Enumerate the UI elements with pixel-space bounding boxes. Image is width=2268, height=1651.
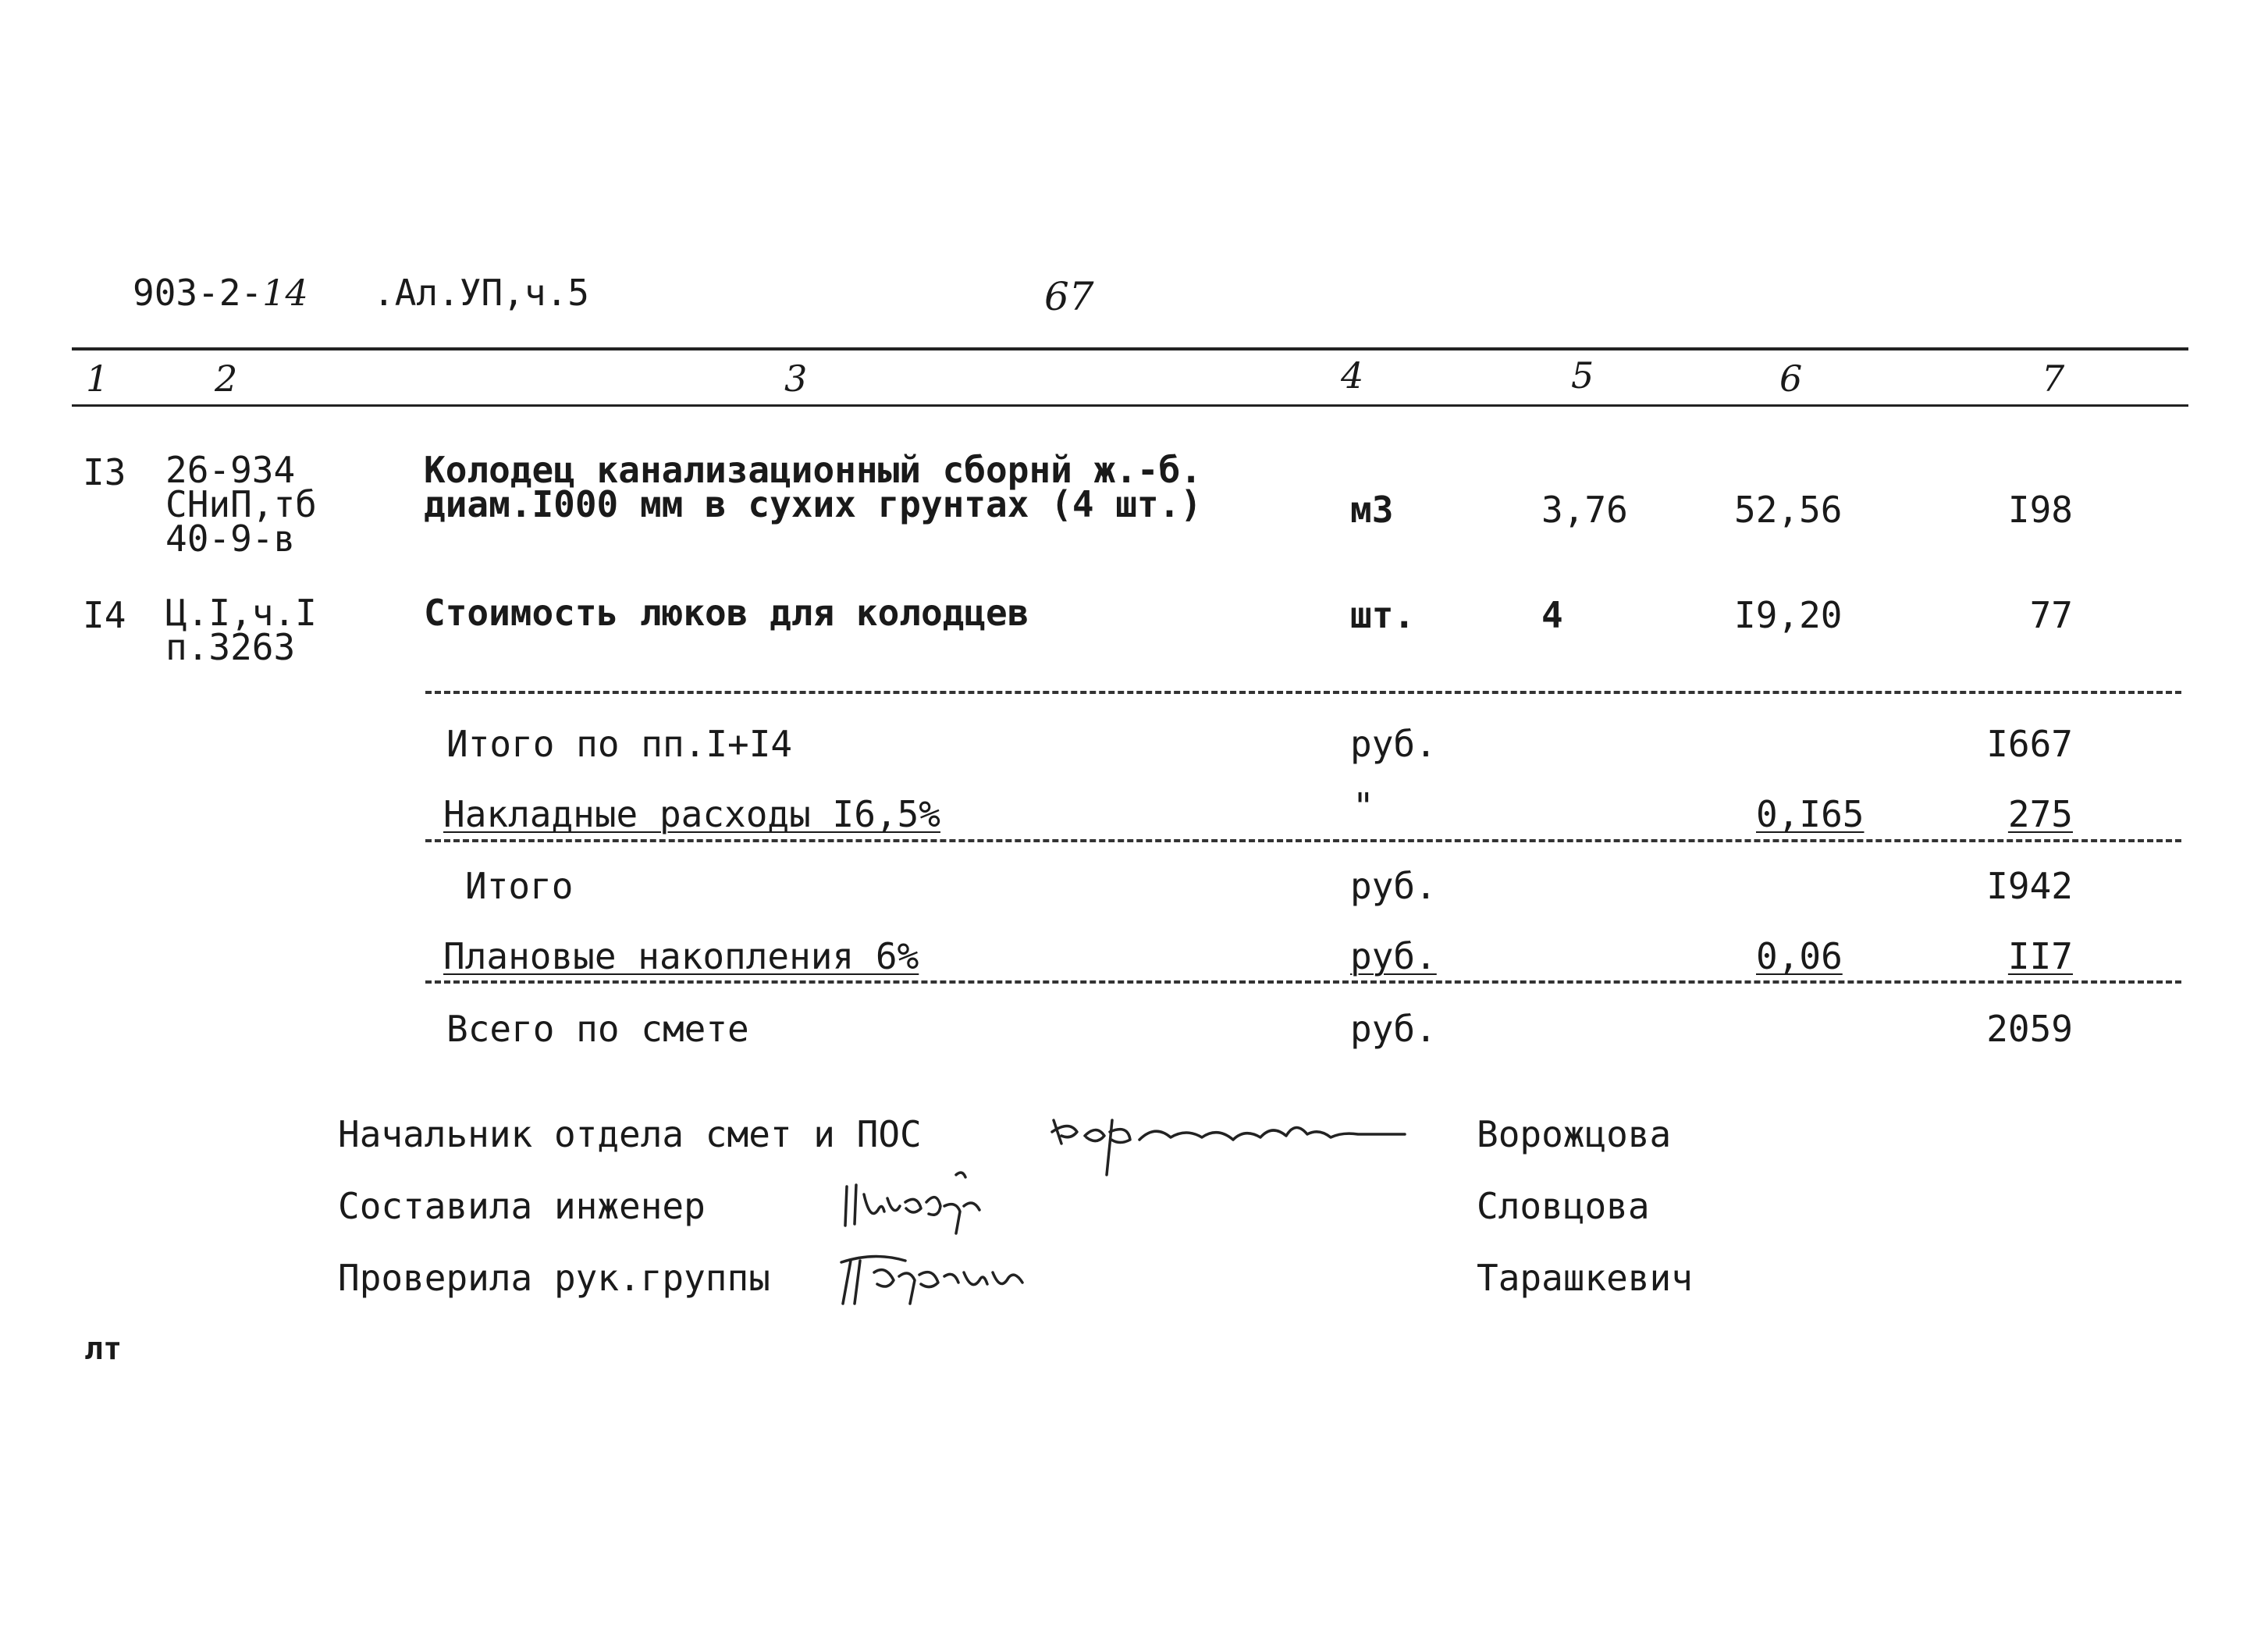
summary-total: I667: [1986, 723, 2073, 765]
summary-unit: руб.: [1350, 865, 1437, 907]
summary-unit: ": [1353, 785, 1374, 827]
col-num-2: 2: [215, 358, 238, 400]
row-code: 26-934 СНиП,тб 40-9-в: [165, 449, 317, 560]
table-top-rule: [72, 347, 2188, 350]
summary-total: 2059: [1986, 1008, 2073, 1050]
summary-rate: 0,I65: [1756, 793, 1865, 835]
row-unit: м3: [1350, 489, 1394, 531]
page-number: 67: [1044, 274, 1094, 319]
summary-label: Накладные расходы I6,5%: [443, 793, 940, 835]
summary-total: 275: [2007, 793, 2073, 835]
album-reference: .Ал.УП,ч.5: [373, 272, 589, 314]
row-quantity: 3,76: [1541, 489, 1628, 531]
summary-label: Плановые накопления 6%: [443, 935, 919, 977]
row-description: Колодец канализационный сборнй ж.-б. диам.I000 мм в сухих грунтах (4 шт.): [424, 449, 1202, 525]
summary-total: II7: [2007, 935, 2073, 977]
row-unit: шт.: [1350, 594, 1416, 636]
col-num-4: 4: [1341, 354, 1364, 397]
signature-role: Составила инженер: [338, 1185, 706, 1227]
summary-total: I942: [1986, 865, 2073, 907]
handwritten-signature: [1038, 1097, 1428, 1190]
row-total: I98: [2007, 489, 2073, 531]
handwritten-signature: [839, 1163, 1042, 1241]
row-number: I3: [83, 451, 126, 493]
doc-code: [133, 272, 308, 314]
signatory-name: Ворожцова: [1477, 1113, 1672, 1155]
summary-label: Итого: [465, 865, 574, 907]
row-description: Стоимость люков для колодцев: [424, 592, 1029, 634]
signature-role: Проверила рук.группы: [338, 1257, 770, 1299]
summary-divider: [425, 839, 2181, 842]
signatory-name: Словцова: [1477, 1185, 1650, 1227]
handwritten-signature: [827, 1237, 1054, 1315]
footer-mark: лт: [84, 1331, 123, 1367]
summary-label: Итого по пп.I+I4: [446, 723, 793, 765]
row-number: I4: [83, 594, 126, 636]
doc-code-handwritten: 14: [262, 272, 308, 314]
row-total: 77: [2029, 594, 2073, 636]
col-num-5: 5: [1571, 354, 1594, 397]
summary-unit: руб.: [1350, 935, 1437, 977]
section-divider: [425, 691, 2181, 694]
col-num-1: 1: [86, 358, 109, 400]
col-num-6: 6: [1779, 358, 1803, 400]
row-unit-price: 52,56: [1734, 489, 1843, 531]
summary-unit: руб.: [1350, 723, 1437, 765]
col-num-3: 3: [784, 358, 808, 400]
signatory-name: Тарашкевич: [1477, 1257, 1693, 1299]
summary-divider: [425, 980, 2181, 984]
col-num-7: 7: [2042, 358, 2065, 400]
signature-role: Начальник отдела смет и ПОС: [338, 1113, 922, 1155]
summary-rate: 0,06: [1756, 935, 1843, 977]
doc-code-printed: 903-2-: [133, 272, 263, 314]
row-code: Ц.I,ч.I п.3263: [165, 592, 317, 668]
summary-unit: руб.: [1350, 1008, 1437, 1050]
summary-label: Всего по смете: [446, 1008, 749, 1050]
row-unit-price: I9,20: [1734, 594, 1843, 636]
column-header-rule: [72, 404, 2188, 407]
row-quantity: 4: [1541, 594, 1563, 636]
